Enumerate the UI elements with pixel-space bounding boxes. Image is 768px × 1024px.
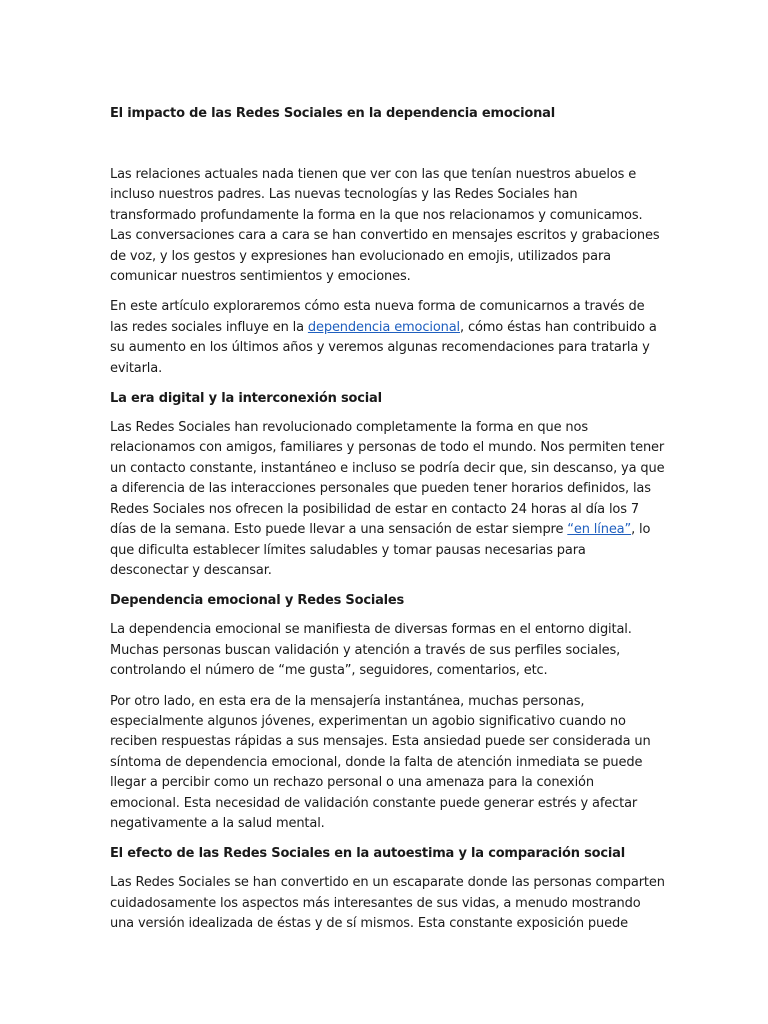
section2-paragraph-1: La dependencia emocional se manifiesta de diversas formas en el entorno digital. Muchas personas buscan validación y atención a través de sus perfiles sociales, controlando el número de “me gusta”, seguidores, comentarios, etc. [110, 622, 632, 679]
section2-paragraph-2: Por otro lado, en esta era de la mensajería instantánea, muchas personas, especialmente algunos jóvenes, experimentan un agobio significativo cuando no reciben respuestas rápidas a sus mensajes. Esta ansiedad puede ser considerada un síntoma de dependencia emocional, donde la falta de atención inmediata se puede llegar a percibir como un rechazo personal o una amenaza para la conexión emocional. Esta necesidad de validación constante puede generar estrés y afectar negativamente a la salud mental. [110, 693, 651, 831]
section3-paragraph-1: Las Redes Sociales se han convertido en un escaparate donde las personas comparten cuidadosamente los aspectos más interesantes de sus vidas, a menudo mostrando una versión idealizada de éstas y de sí mismos. Esta constante exposición puede [110, 875, 665, 932]
document-title: El impacto de las Redes Sociales en la dependencia emocional [110, 106, 555, 121]
section-heading-autoestima: El efecto de las Redes Sociales en la autoestima y la comparación social [110, 846, 625, 862]
section-heading-dependencia-emocional: Dependencia emocional y Redes Sociales [110, 593, 405, 609]
section1-paragraph-1-text-before: Las Redes Sociales han revolucionado completamente la forma en que nos relacionamos con amigos, familiares y personas de todo el mundo. Nos permiten tener un contacto constante, instantáneo e incluso se podría decir que, sin descanso, ya que a diferencia de las interacciones personales que pueden tener horarios definidos, las Redes Sociales nos ofrecen la posibilidad de estar en contacto 24 horas al día los 7 días de la semana. Esto puede llevar a una sensación de estar siempre [110, 420, 665, 538]
section1-paragraph-1 [110, 418, 666, 581]
section1-paragraph-1-text-after: , lo que dificulta establecer límites saludables y tomar pausas necesarias para desconectar y descansar. [110, 522, 651, 578]
intro-paragraph-2 [110, 297, 666, 379]
dependencia-emocional-link[interactable]: dependencia emocional [307, 319, 460, 335]
document-page [110, 104, 666, 945]
intro-paragraph-1: Las relaciones actuales nada tienen que ver con las que tenían nuestros abuelos e incluso nuestros padres. Las nuevas tecnologías y las Redes Sociales han transformado profundamente la forma en la que nos relacionamos y comunicamos. Las conversaciones cara a cara se han convertido en mensajes escritos y grabaciones de voz, y los gestos y expresiones han evolucionado en emojis, utilizados para comunicar nuestros sentimientos y emociones. [110, 167, 660, 285]
en-linea-link[interactable]: “en línea” [567, 522, 632, 538]
section-heading-era-digital: La era digital y la interconexión social [110, 391, 382, 407]
intro-paragraph-2-text-before: En este artículo exploraremos cómo esta nueva forma de comunicarnos a través de las redes sociales influye en la [110, 299, 645, 335]
intro-paragraph-2-text-after: , cómo éstas han contribuido a su aumento en los últimos años y veremos algunas recomendaciones para tratarla y evitarla. [110, 319, 657, 376]
